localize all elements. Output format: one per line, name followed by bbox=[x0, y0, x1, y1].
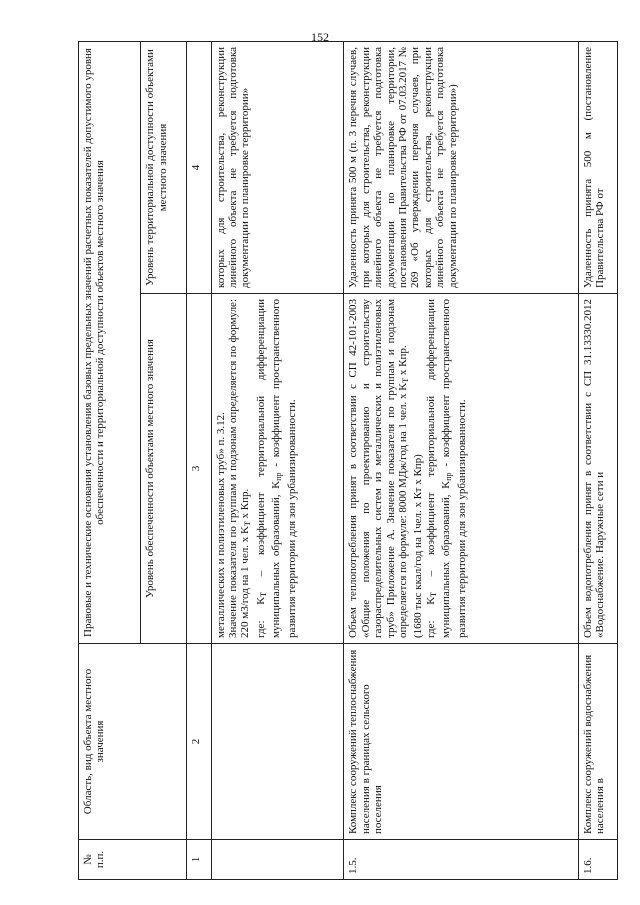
standards-table bbox=[78, 41, 618, 880]
header-area: Область, вид объекта местного значения bbox=[79, 644, 187, 840]
row-provision: Объем теплопотребления принят в соответствии с СП 42-101-2003 «Общие положения по проектированию и строительству газораспределительных систем из металлических и полиэтиленовых труб» Приложение А. Значение показателя по группам и подзонам определяется по формуле: 8000 МДж/год на 1 чел. х $K_T$ х Кпр. (1680 тыс ккал/год на 1чел. х Кт х Кпр) где: $K_T$ – коэффициент территориальной дифференциации муниципальных образований, $K_{пр}$ - коэффициент пространственного развития территории для зон урбанизированности. bbox=[344, 294, 578, 644]
table-row bbox=[211, 41, 344, 879]
header-access: Уровень территориальной доступности объектами местного значения bbox=[141, 41, 187, 293]
row-num: 1.6. bbox=[578, 840, 617, 880]
col-number-3: 3 bbox=[186, 294, 211, 644]
row-provision: Объем водопотребления принят в соответствии с СП 31.13330.2012 «Водоснабжение. Наружные сети и bbox=[578, 294, 617, 644]
row-num: 1.5. bbox=[344, 840, 578, 880]
table-row bbox=[344, 41, 578, 879]
page-number: 152 bbox=[311, 30, 329, 44]
row-area bbox=[211, 644, 344, 840]
col-number-4: 4 bbox=[186, 41, 211, 293]
row-access: которых для строительства, реконструкции линейного объекта не требуется подготовка документации по планировке территории» bbox=[211, 41, 344, 293]
row-area: Комплекс сооружений водоснабжения населения в bbox=[578, 644, 617, 840]
col-number-1: 1 bbox=[186, 840, 211, 880]
row-provision: металлических и полиэтиленовых труб» п. 3.12. Значение показателя по группам и подзонам определяется по формуле: 220 м3/год на 1 чел. х $K_T$ х Кпр. где: $K_T$ – коэффициент территориальной дифференциации муниципальных образований, $K_{пр}$ - коэффициент пространственного развития территории для зон урбанизированности. bbox=[211, 294, 344, 644]
rotated-table-container bbox=[78, 42, 618, 880]
header-provision: Уровень обеспеченности объектами местного значения bbox=[141, 294, 187, 644]
table-row bbox=[578, 41, 617, 879]
row-access: Удаленность принята 500 м (п. 3 перечня случаев, при которых для строительства, реконструкции линейного объекта не требуется подготовка документации по планировке территории, постановления Правительства РФ от 07.03.2017 № 269 «Об утверждении перечня случаев, при которых для строительства, реконструкции линейного объекта не требуется подготовка документации по планировке территории») bbox=[344, 41, 578, 293]
row-num bbox=[211, 840, 344, 880]
row-area: Комплекс сооружений теплоснабжения населения в границах сельского поселения bbox=[344, 644, 578, 840]
col-number-2: 2 bbox=[186, 644, 211, 840]
header-group: Правовые и технические основания установления базовых предельных значений расчетных показателей допустимого уровня обеспеченности и территориальной доступности объектов местного значения bbox=[79, 41, 141, 643]
row-access: Удаленность принята 500 м (постановление Правительства РФ от bbox=[578, 41, 617, 293]
header-num: № п.п. bbox=[79, 840, 187, 880]
